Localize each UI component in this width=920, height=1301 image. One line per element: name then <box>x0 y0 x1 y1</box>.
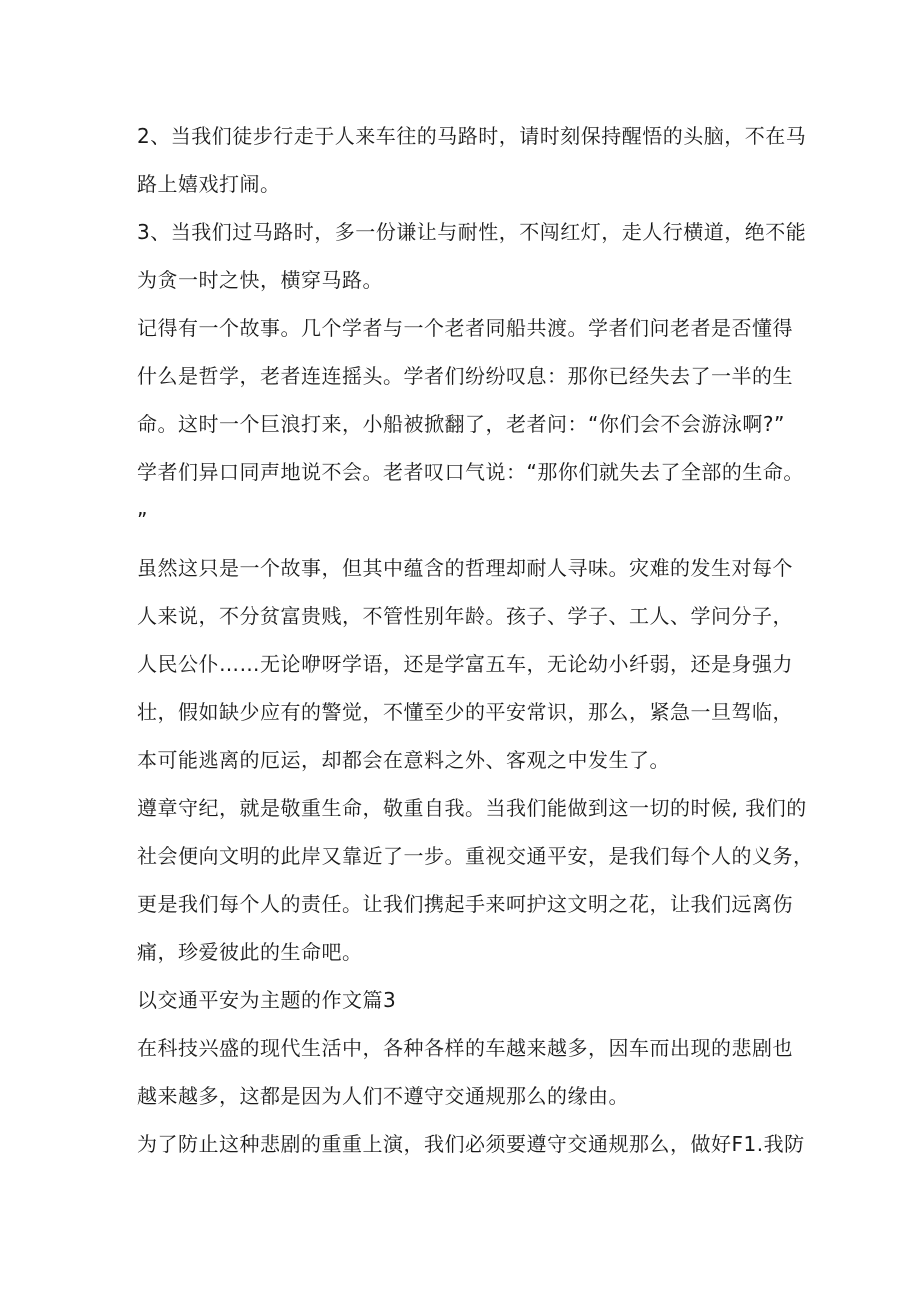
text-line: 人民公仆……无论咿呀学语，还是学富五车，无论幼小纤弱，还是身强力 <box>137 652 793 676</box>
text-line: 路上嬉戏打闹。 <box>137 172 281 196</box>
text-line: ” <box>137 508 148 532</box>
text-line: 社会便向文明的此岸又靠近了一步。重视交通平安，是我们每个人的义务， <box>137 844 814 868</box>
text-line: 3、当我们过马路时，多一份谦让与耐性，不闯红灯，走人行横道，绝不能 <box>137 220 807 244</box>
text-line: 本可能逃离的厄运，却都会在意料之外、客观之中发生了。 <box>137 748 670 772</box>
text-line: 在科技兴盛的现代生活中，各种各样的车越来越多，因车而出现的悲剧也 <box>137 1036 793 1060</box>
text-line: 为了防止这种悲剧的重重上演，我们必须要遵守交通规那么，做好F1.我防 <box>137 1132 805 1156</box>
text-line: 痛，珍爱彼此的生命吧。 <box>137 940 363 964</box>
text-line: 越来越多，这都是因为人们不遵守交通规那么的缘由。 <box>137 1084 629 1108</box>
text-line: 人来说，不分贫富贵贱，不管性别年龄。孩子、学子、工人、学问分子， <box>137 604 793 628</box>
text-line: 记得有一个故事。几个学者与一个老者同船共渡。学者们问老者是否懂得 <box>137 316 793 340</box>
document-body <box>137 112 814 1168</box>
text-line: 更是我们每个人的责任。让我们携起手来呵护这文明之花，让我们远离伤 <box>137 892 793 916</box>
text-line: 壮，假如缺少应有的警觉，不懂至少的平安常识，那么，紧急一旦驾临， <box>137 700 793 724</box>
text-line: 命。这时一个巨浪打来，小船被掀翻了，老者问：“你们会不会游泳啊?” <box>137 412 785 436</box>
text-line: 为贪一时之快，横穿马路。 <box>137 268 383 292</box>
text-line: 学者们异口同声地说不会。老者叹口气说：“那你们就失去了全部的生命。 <box>137 460 804 484</box>
text-line: 2、当我们徒步行走于人来车往的马路时，请时刻保持醒悟的头脑，不在马 <box>137 124 807 148</box>
text-line: 虽然这只是一个故事，但其中蕴含的哲理却耐人寻味。灾难的发生对每个 <box>137 556 793 580</box>
text-line: 遵章守纪，就是敬重生命，敬重自我。当我们能做到这一切的时候, 我们的 <box>137 796 807 820</box>
section-heading: 以交通平安为主题的作文篇3 <box>137 988 397 1012</box>
text-line: 什么是哲学，老者连连摇头。学者们纷纷叹息：那你已经失去了一半的生 <box>137 364 793 388</box>
